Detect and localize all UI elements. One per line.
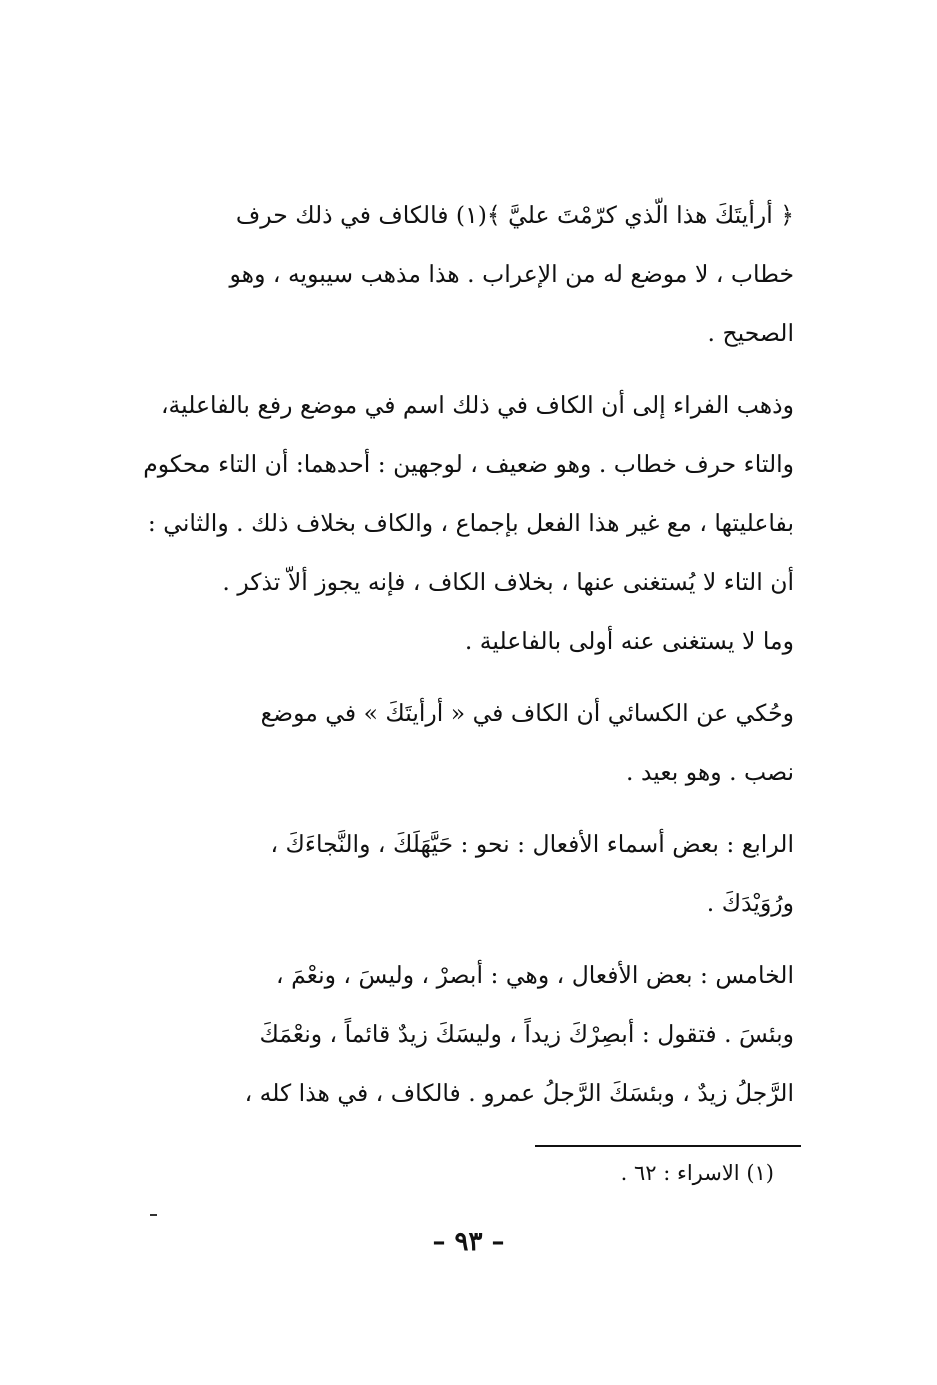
text-line: الصحيح . bbox=[707, 319, 794, 347]
paragraph bbox=[143, 376, 794, 671]
text-line: والتاء حرف خطاب . وهو ضعيف ، لوجهين : أحدهما: أن التاء محكوم bbox=[143, 450, 794, 478]
text-line: نصب . وهو بعيد . bbox=[626, 758, 794, 786]
paragraph bbox=[150, 946, 794, 1123]
paragraph bbox=[150, 684, 794, 802]
text-line: وحُكي عن الكسائي أن الكاف في « أرأيتَكَ » في موضع bbox=[260, 699, 794, 727]
text-line: وما لا يستغنى عنه أولى بالفاعلية . bbox=[464, 627, 794, 655]
footnote-divider bbox=[535, 1145, 801, 1147]
text-line: وذهب الفراء إلى أن الكاف في ذلك اسم في موضع رفع بالفاعلية، bbox=[160, 391, 794, 419]
text-line: خطاب ، لا موضع له من الإعراب . هذا مذهب سيبويه ، وهو bbox=[229, 260, 794, 288]
text-line: وبئسَ . فتقول : أبصِرْكَ زيداً ، وليسَكَ زيدٌ قائماً ، ونعْمَكَ bbox=[259, 1020, 794, 1048]
text-line: الرابع : بعض أسماء الأفعال : نحو : حَيَّهَلَكَ ، والنَّجاءَكَ ، bbox=[270, 830, 794, 858]
text-line: ﴿ أرأيتَكَ هذا الّذي كرّمْتَ عليَّ ﴾(١) فالكاف في ذلك حرف bbox=[235, 201, 794, 229]
text-line: أن التاء لا يُستغنى عنها ، بخلاف الكاف ، فإنه يجوز ألاّ تذكر . bbox=[222, 568, 794, 596]
text-line: الخامس : بعض الأفعال ، وهي : أبصرْ ، وليسَ ، ونعْمَ ، bbox=[276, 961, 794, 989]
text-line: الرَّجلُ زيدٌ ، وبئسَكَ الرَّجلُ عمرو . فالكاف ، في هذا كله ، bbox=[244, 1079, 794, 1107]
print-speck bbox=[150, 1214, 157, 1216]
page-number: – ٩٣ – bbox=[432, 1227, 505, 1257]
page-body bbox=[143, 186, 794, 1123]
footnote: (١) الاسراء : ٦٢ . bbox=[620, 1161, 774, 1185]
text-line: ورُوَيْدَكَ . bbox=[706, 889, 794, 917]
paragraph bbox=[150, 186, 794, 363]
paragraph bbox=[150, 815, 794, 933]
text-line: بفاعليتها ، مع غير هذا الفعل بإجماع ، والكاف بخلاف ذلك . والثاني : bbox=[147, 509, 794, 537]
